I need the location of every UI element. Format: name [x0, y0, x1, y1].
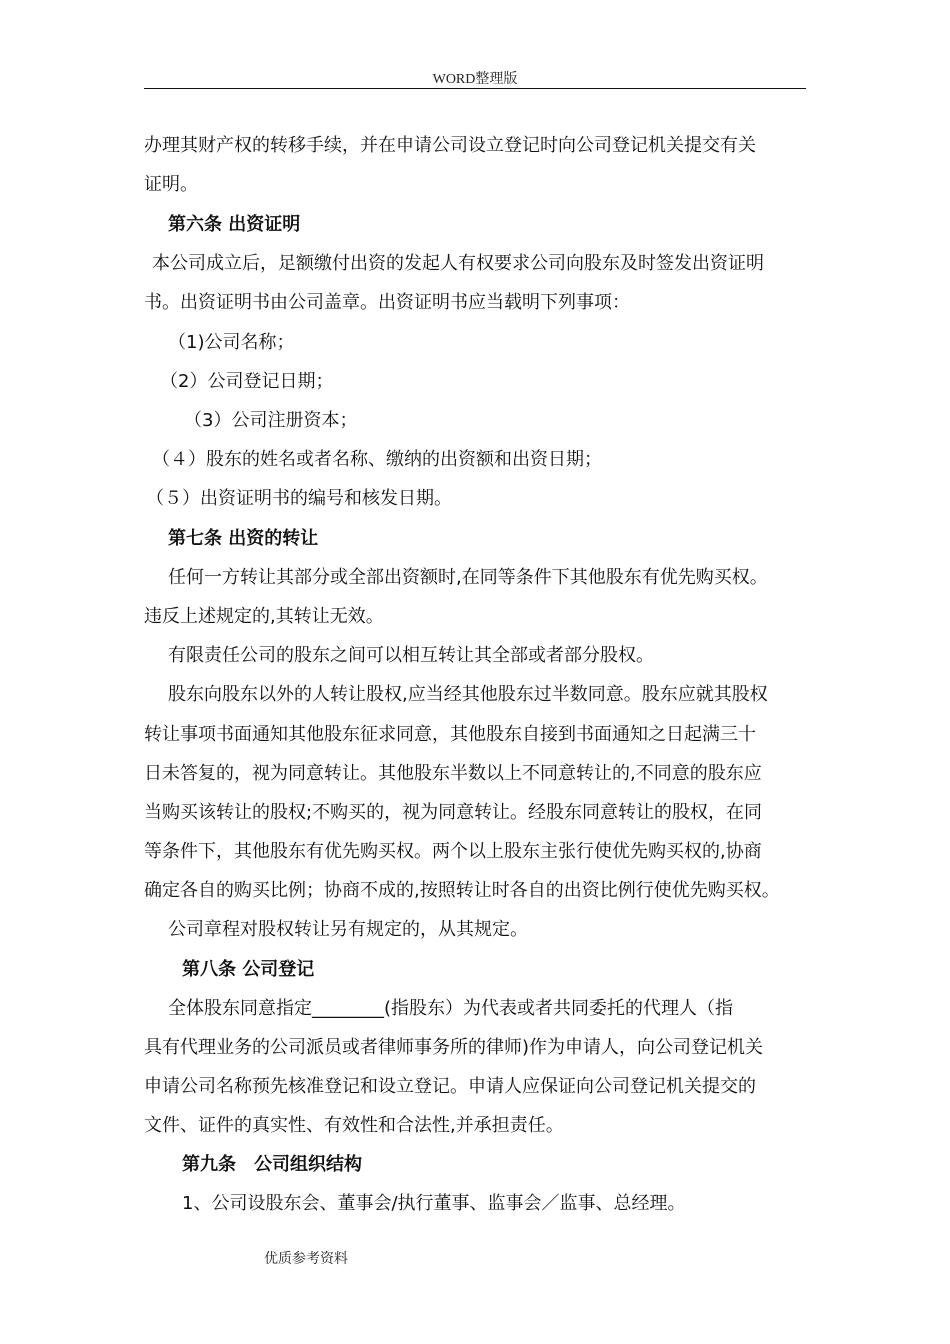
- body-line: 确定各自的购买比例；协商不成的,按照转让时各自的出资比例行使优先购买权。: [144, 880, 780, 901]
- page-footer: 优质参考资料: [264, 1251, 348, 1267]
- list-item: 1、公司设股东会、董事会/执行董事、监事会／监事、总经理。: [182, 1193, 686, 1214]
- body-line: 日未答复的，视为同意转让。其他股东半数以上不同意转让的,不同意的股东应: [144, 763, 762, 784]
- body-line: 股东向股东以外的人转让股权,应当经其他股东过半数同意。股东应就其股权: [168, 684, 768, 705]
- body-line: 文件、证件的真实性、有效性和合法性,并承担责任。: [144, 1115, 564, 1136]
- body-line: 公司章程对股权转让另有规定的，从其规定。: [168, 919, 528, 940]
- section-heading-9: 第九条 公司组织结构: [182, 1154, 362, 1175]
- body-line: 书。出资证明书由公司盖章。出资证明书应当载明下列事项：: [144, 292, 630, 313]
- body-line: 具有代理业务的公司派员或者律师事务所的律师)作为申请人，向公司登记机关: [144, 1037, 764, 1058]
- body-line: 当购买该转让的股权;不购买的，视为同意转让。经股东同意转让的股权，在同: [144, 802, 763, 823]
- body-line: 本公司成立后，足额缴付出资的发起人有权要求公司向股东及时签发出资证明: [152, 253, 764, 274]
- section-heading-8: 第八条 公司登记: [182, 959, 315, 980]
- body-line: 有限责任公司的股东之间可以相互转让其全部或者部分股权。: [168, 645, 654, 666]
- list-item: （1)公司名称；: [168, 332, 295, 353]
- list-item: （４）股东的姓名或者名称、缴纳的出资额和出资日期；: [152, 449, 602, 470]
- list-item: （3）公司注册资本；: [184, 410, 358, 431]
- list-item: （2）公司登记日期；: [160, 371, 334, 392]
- page-header: WORD整理版: [432, 72, 518, 87]
- body-line: 违反上述规定的,其转让无效。: [144, 606, 384, 627]
- body-line: 任何一方转让其部分或全部出资额时,在同等条件下其他股东有优先购买权。: [168, 567, 768, 588]
- list-item: （５）出资证明书的编号和核发日期。: [146, 488, 452, 509]
- body-line: 转让事项书面通知其他股东征求同意，其他股东自接到书面通知之日起满三十: [144, 724, 756, 745]
- body-line: 等条件下，其他股东有优先购买权。两个以上股东主张行使优先购买权的,协商: [144, 841, 762, 862]
- body-line: 全体股东同意指定________(指股东）为代表或者共同委托的代理人（指: [168, 998, 734, 1019]
- body-line: 证明。: [144, 174, 198, 195]
- header-rule: [144, 88, 806, 89]
- body-line: 申请公司名称预先核准登记和设立登记。申请人应保证向公司登记机关提交的: [144, 1076, 756, 1097]
- section-heading-7: 第七条 出资的转让: [168, 528, 319, 549]
- body-line: 办理其财产权的转移手续，并在申请公司设立登记时向公司登记机关提交有关: [144, 135, 756, 156]
- section-heading-6: 第六条 出资证明: [168, 214, 301, 235]
